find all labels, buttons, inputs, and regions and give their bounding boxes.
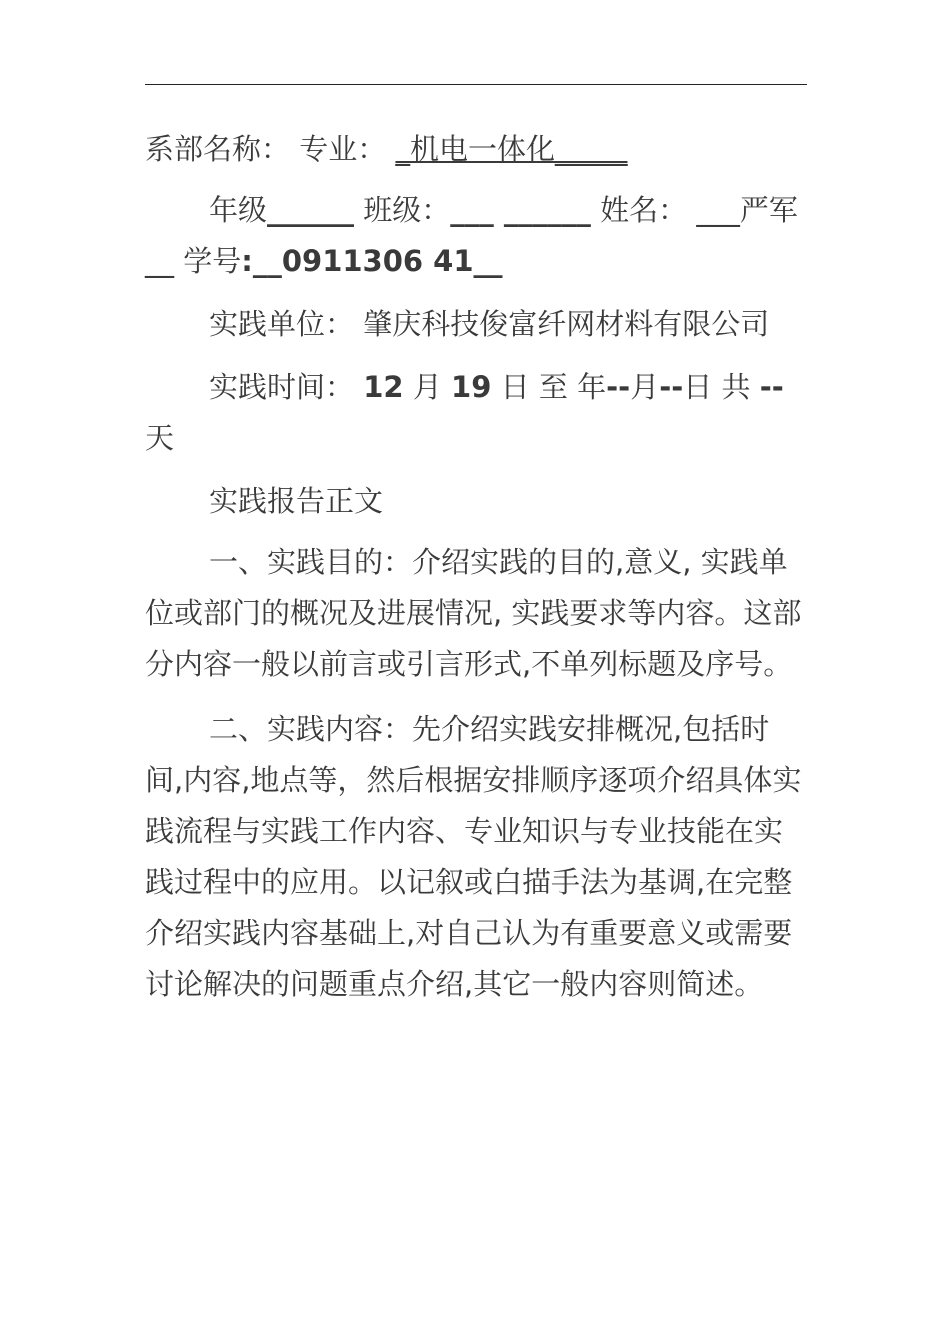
unit-value: 肇庆科技俊富纤网材料有限公司 — [363, 307, 770, 341]
paragraph-purpose: 一、实践目的：介绍实践的目的,意义, 实践单位或部门的概况及进展情况, 实践要求等内容。这部分内容一般以前言或引言形式,不单列标题及序号。 — [145, 545, 802, 681]
total-prefix: 共 — [721, 370, 751, 404]
grade-blank: ______ — [267, 193, 355, 227]
paragraph-content: 二、实践内容：先介绍实践安排概况,包括时间,内容,地点等，然后根据安排顺序逐项介绍具体实践流程与实践工作内容、专业知识与专业技能在实践过程中的应用。以记叙或白描手法为基调,在完整介绍实践内容基础上,对自己认为有重要意义或需要讨论解决的问题重点介绍,其它一般内容则简述。 — [145, 712, 802, 1001]
start-day-number: 19 — [451, 370, 492, 404]
to-char: 至 — [538, 370, 568, 404]
start-month-number: 12 — [363, 370, 404, 404]
dept-label: 系部名称： — [145, 132, 291, 166]
unit-line — [145, 299, 807, 350]
month-char: 月 — [412, 370, 442, 404]
name-value: ___严军__ — [145, 193, 798, 278]
student-id-value: :__0911306 41__ — [241, 244, 503, 278]
name-label: 姓名： — [600, 193, 688, 227]
class-label: 班级： — [363, 193, 451, 227]
time-line — [145, 362, 807, 464]
end-month-char: 月 — [630, 370, 660, 404]
day-unit: 天 — [145, 421, 175, 455]
total-days-blank: -- — [759, 370, 784, 404]
document-body — [145, 124, 807, 1010]
id-label: 学号 — [183, 244, 242, 278]
major-label: 专业： — [299, 132, 387, 166]
day-char: 日 — [500, 370, 530, 404]
class-blank: ___ ______ — [450, 193, 591, 227]
body-heading: 实践报告正文 — [209, 484, 384, 518]
end-year-char: 年 — [577, 370, 607, 404]
major-value: _机电一体化_____ — [395, 132, 628, 166]
grade-label: 年级 — [209, 193, 268, 227]
grade-class-name-line — [145, 185, 807, 287]
dept-major-line — [145, 124, 807, 175]
time-label: 实践时间： — [209, 370, 355, 404]
header-rule — [145, 84, 807, 85]
end-month-blank: -- — [606, 370, 631, 404]
end-day-blank: -- — [659, 370, 684, 404]
unit-label: 实践单位： — [209, 307, 355, 341]
end-day-char: 日 — [683, 370, 713, 404]
